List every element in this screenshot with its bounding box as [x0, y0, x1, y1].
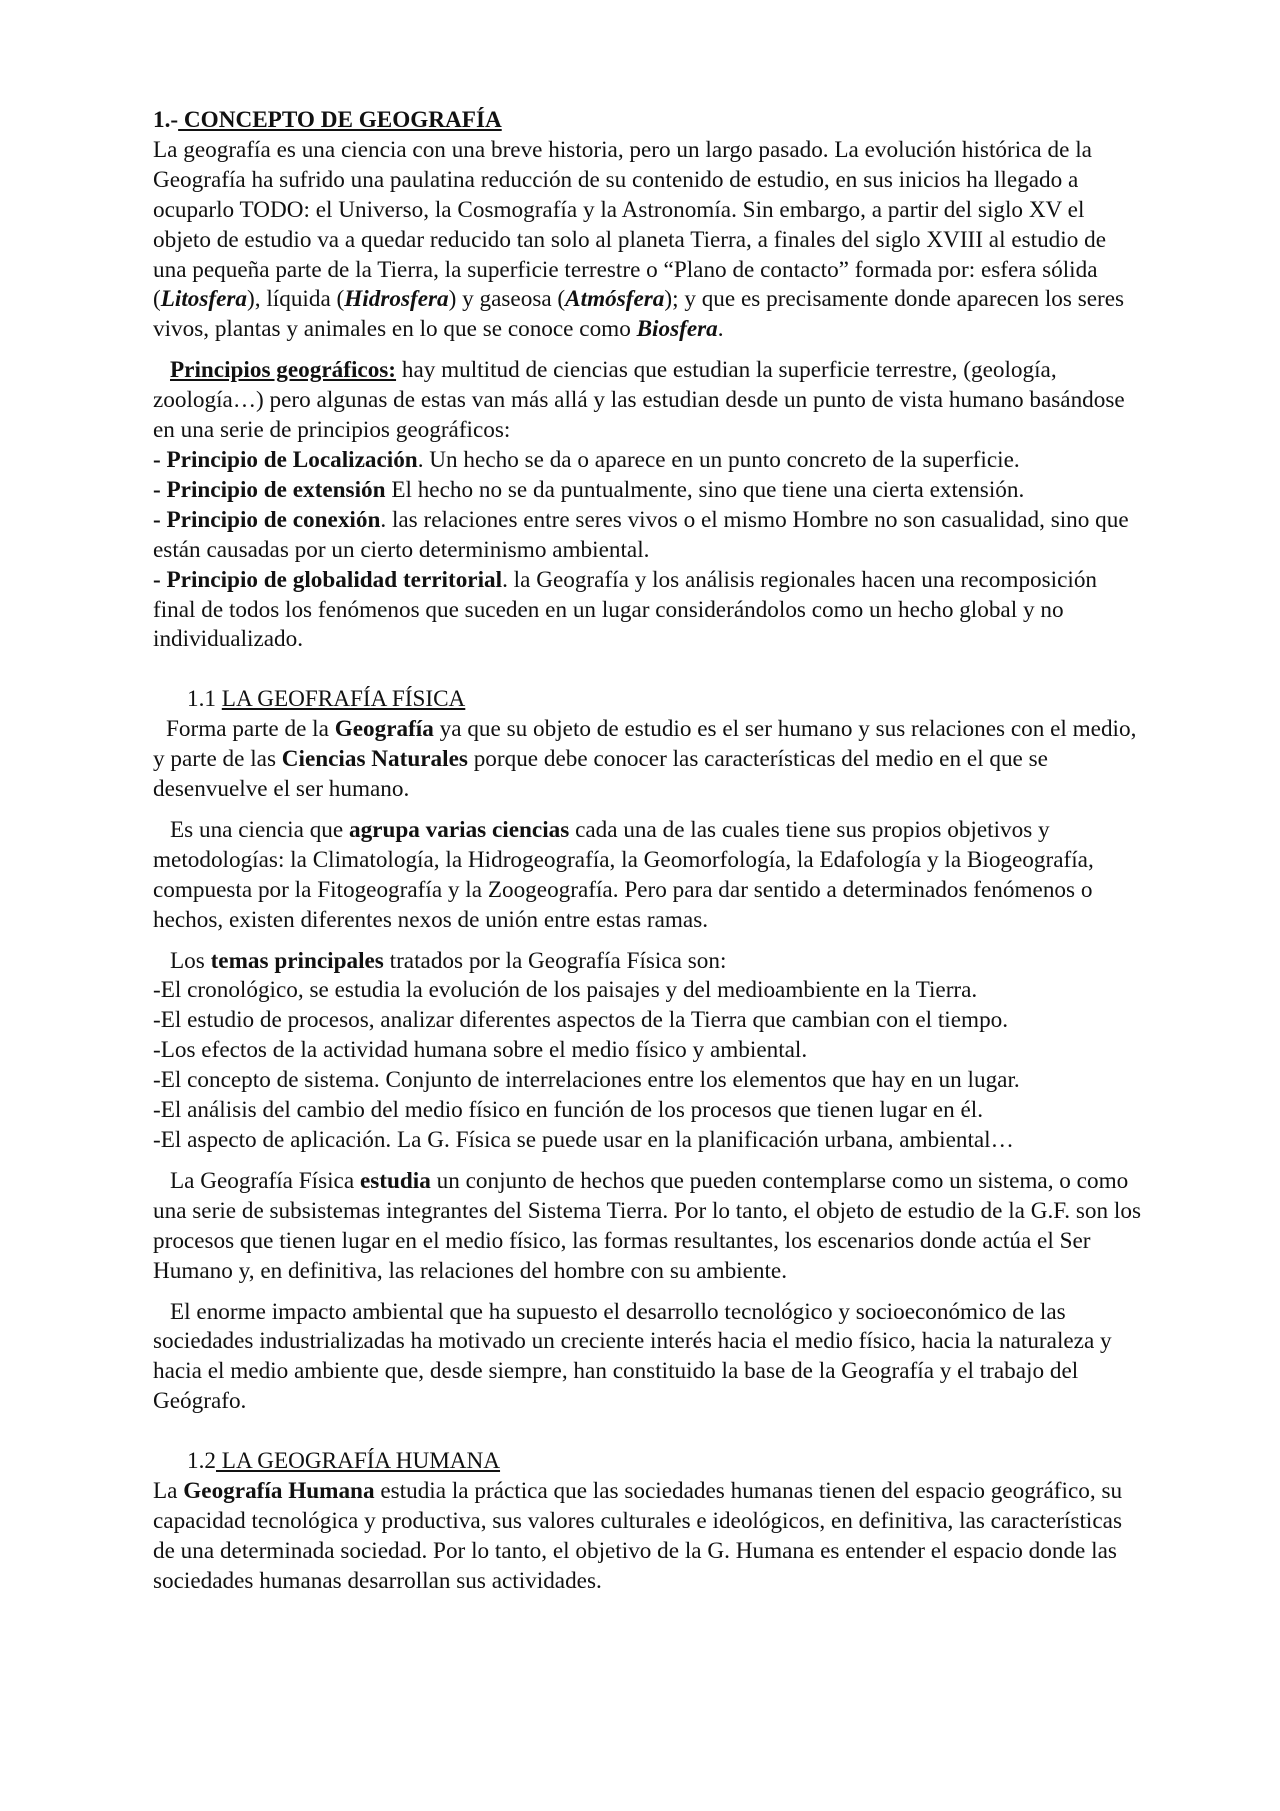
- bold-term: estudia: [359, 1167, 431, 1194]
- text-run: Es una ciencia que: [170, 816, 349, 843]
- text-run: ), líquida (: [247, 286, 345, 313]
- bold-term: Geografía: [334, 716, 434, 743]
- text-run: porque debe conocer las características del medio en el que se desenvuelve el ser humano.: [153, 746, 1048, 803]
- principio-title: - Principio de extensión: [153, 476, 386, 503]
- term-litosfera: Litosfera: [160, 286, 248, 313]
- section-1-2-heading: [153, 1447, 1143, 1477]
- term-atmosfera: Atmósfera: [565, 286, 665, 313]
- principio-text: . las relaciones entre seres vivos o el mismo Hombre no son casualidad, sino que están causadas por un cierto determinismo ambiental.: [153, 506, 1129, 563]
- section-1-1-paragraph-4: [153, 1167, 1143, 1287]
- section-1-1-paragraph-1: [153, 715, 1143, 805]
- text-run: ya que su objeto de estudio es el ser humano y sus relaciones con el medio, y parte de las: [153, 716, 1137, 773]
- principio-title: - Principio de conexión: [153, 506, 381, 533]
- tema-item: -El aspecto de aplicación. La G. Física se puede usar en la planificación urbana, ambiental…: [153, 1127, 1014, 1153]
- bold-term: Ciencias Naturales: [281, 746, 468, 773]
- principios-intro: [153, 356, 1143, 446]
- tema-item: -El estudio de procesos, analizar diferentes aspectos de la Tierra que cambian con el tiempo.: [153, 1007, 1009, 1034]
- principios-label: Principios geográficos:: [170, 357, 397, 384]
- text-run: estudia la práctica que las sociedades humanas tienen del espacio geográfico, su capacidad tecnológica y productiva, sus valores culturales e ideológicos, en definitiva, las características de una determinada sociedad. Por lo tanto, el objetivo de la G. Humana es entender el espacio donde las sociedades humanas desarrollan sus actividades.: [153, 1478, 1123, 1594]
- principio-title: - Principio de globalidad territorial: [153, 566, 503, 593]
- section-1-number: 1.-: [153, 107, 179, 133]
- text-run: un conjunto de hechos que pueden contemplarse como un sistema, o como una serie de subsistemas integrantes del Sistema Tierra. Por lo tanto, el objeto de estudio de la G.F. son los procesos que tienen lugar en el medio físico, las formas resultantes, los escenarios donde actúa el Ser Humano y, en definitiva, las relaciones del hombre con su ambiente.: [153, 1167, 1141, 1284]
- section-1-2-number: 1.2: [187, 1448, 216, 1475]
- text-run: ) y gaseosa (: [448, 286, 566, 313]
- section-1-heading: [153, 106, 1143, 136]
- section-1-paragraph: [153, 136, 1143, 345]
- section-1-2-paragraph-1: [153, 1477, 1143, 1597]
- text-run: .: [717, 316, 724, 343]
- principio-text: . Un hecho se da o aparece en un punto concreto de la superficie.: [417, 446, 1020, 473]
- section-1-1-heading: [153, 685, 1143, 715]
- text-run: cada una de las cuales tiene sus propios objetivos y metodologías: la Climatología, la Hidrogeografía, la Geomorfología, la Edafología y la Biogeografía, compuesta por la Fitogeografía y la Zoogeografía. Pero para dar sentido a determinados fenómenos o hechos, existen diferentes nexos de unión entre estas ramas.: [153, 816, 1094, 933]
- tema-item: -El análisis del cambio del medio físico en función de los procesos que tienen lugar en él.: [153, 1097, 983, 1124]
- principio-item: [153, 506, 1143, 566]
- tema-item: -El concepto de sistema. Conjunto de interrelaciones entre los elementos que hay en un lugar.: [153, 1067, 1020, 1094]
- section-1-1-paragraph-2: [153, 816, 1143, 936]
- text-run: La Geografía Física: [170, 1167, 360, 1194]
- bold-term: agrupa varias ciencias: [348, 816, 570, 843]
- text-run: La: [153, 1478, 184, 1505]
- text-run: La geografía es una ciencia con una breve historia, pero un largo pasado. La evolución histórica de la Geografía ha sufrido una paulatina reducción de su contenido de estudio, en sus inicios ha llegado a ocuparlo TODO: el Universo, la Cosmografía y la Astronomía. Sin embargo, a partir del siglo XV el objeto de estudio va a quedar reducido tan solo al planeta Tierra, a finales del siglo XVIII al estudio de una pequeña parte de la Tierra, la superficie terrestre o “Plano de contacto” formada por: esfera sólida (: [153, 136, 1106, 313]
- bold-term: Geografía Humana: [183, 1478, 375, 1505]
- term-hidrosfera: Hidrosfera: [344, 286, 449, 313]
- bold-term: temas principales: [210, 947, 384, 974]
- principio-item: [153, 446, 1143, 476]
- document-page: [153, 106, 1143, 1597]
- principio-text: . la Geografía y los análisis regionales hacen una recomposición final de todos los fenómenos que suceden en un lugar considerándolos como un hecho global y no individualizado.: [153, 566, 1098, 653]
- section-1-2-title: LA GEOGRAFÍA HUMANA: [215, 1448, 501, 1475]
- section-1-1-number: 1.1: [187, 686, 222, 713]
- text-run: hay multitud de ciencias que estudian la superficie terrestre, (geología, zoología…) pero algunas de estas van más allá y las estudian desde un punto de vista humano basándose en una serie de principios geográficos:: [153, 357, 1125, 444]
- tema-item: -Los efectos de la actividad humana sobre el medio físico y ambiental.: [153, 1037, 808, 1064]
- text-run: ); y que es precisamente donde aparecen los seres vivos, plantas y animales en lo que se conoce como: [153, 286, 1125, 343]
- tema-item: -El cronológico, se estudia la evolución de los paisajes y del medioambiente en la Tierra.: [153, 977, 978, 1004]
- principio-item: [153, 566, 1143, 656]
- section-1-1-title: LA GEOFRAFÍA FÍSICA: [221, 686, 466, 713]
- principio-text: El hecho no se da puntualmente, sino que tiene una cierta extensión.: [385, 476, 1025, 503]
- text-run: tratados por la Geografía Física son:: [383, 947, 727, 974]
- term-biosfera: Biosfera: [636, 316, 718, 343]
- section-1-1-paragraph-5: El enorme impacto ambiental que ha supuesto el desarrollo tecnológico y socioeconómico de las sociedades industrializadas ha motivado un creciente interés hacia el medio físico, hacia la naturaleza y hacia el medio ambiente que, desde siempre, han constituido la base de la Geografía y el trabajo del Geógrafo.: [153, 1298, 1112, 1415]
- text-run: Forma parte de la: [166, 716, 335, 743]
- section-1-1-paragraph-3: [153, 947, 1143, 977]
- principio-item: [153, 476, 1143, 506]
- section-1-title: CONCEPTO DE GEOGRAFÍA: [178, 107, 502, 133]
- principio-title: - Principio de Localización: [153, 446, 418, 473]
- text-run: Los: [170, 947, 211, 974]
